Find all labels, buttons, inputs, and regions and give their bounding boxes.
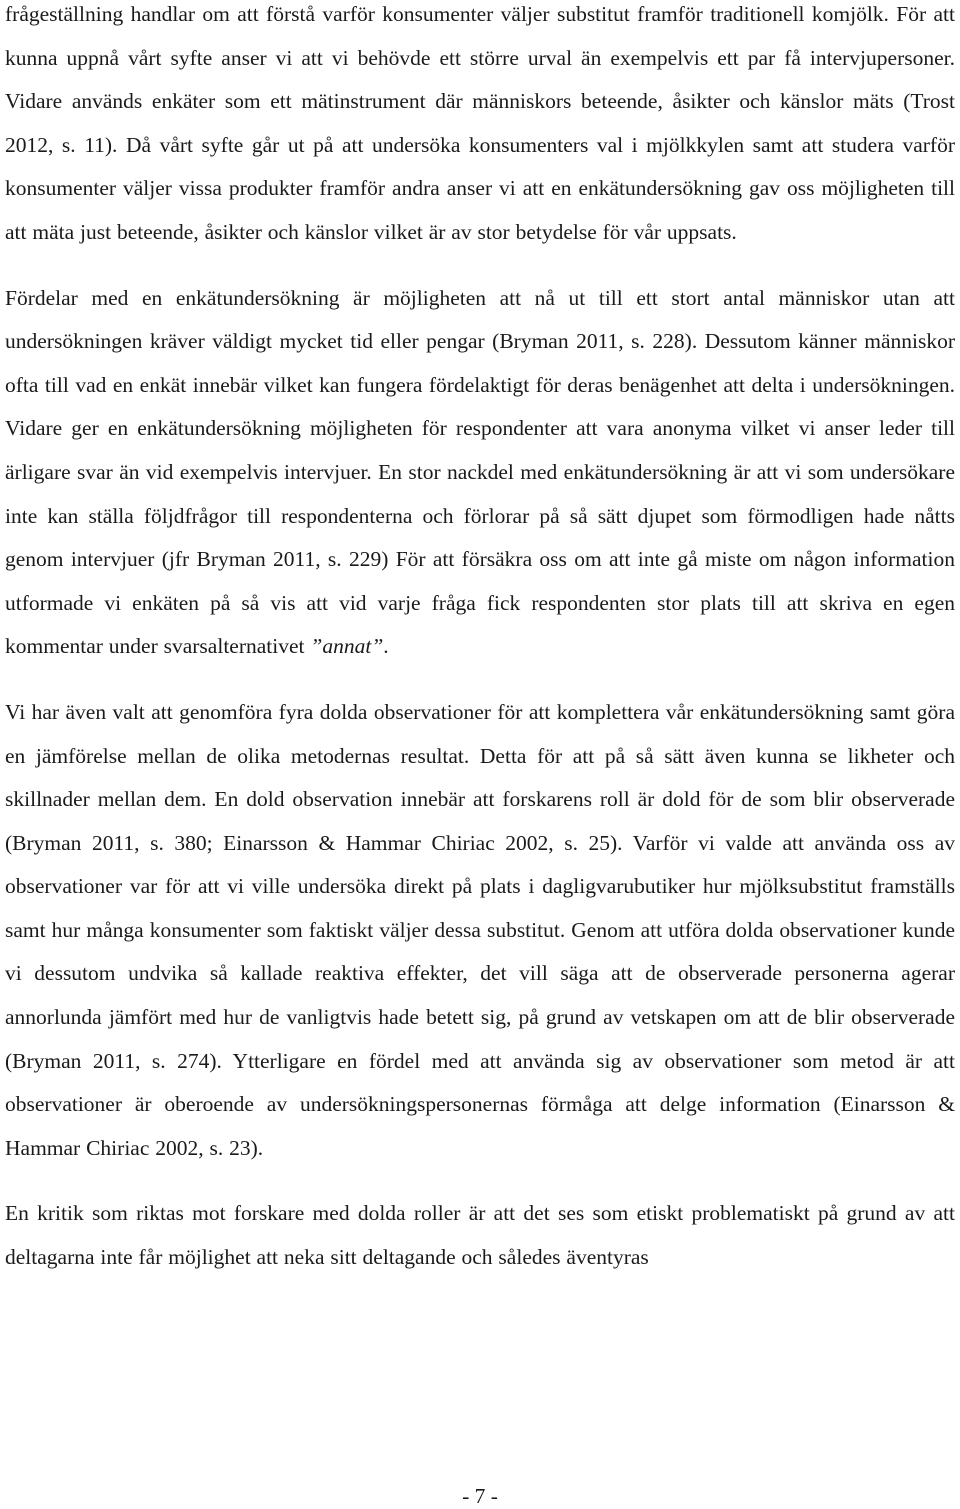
paragraph-hidden-observations: Vi har även valt att genomföra fyra dolda observationer för att komplettera vår enkätundersökning samt göra en jämförelse mellan de olika metodernas resultat. Detta för att på så sätt även kunna se likheter och skillnader mellan dem. En dold observation innebär att forskarens roll är dold för de som blir observerade (Bryman 2011, s. 380; Einarsson & Hammar Chiriac 2002, s. 25). Varför vi valde att använda oss av observationer var för att vi ville undersöka direkt på plats i dagligvarubutiker hur mjölksubstitut framställs samt hur många konsumenter som faktiskt väljer dessa substitut. Genom att utföra dolda observationer kunde vi dessutom undvika så kallade reaktiva effekter, det vill säga att de observerade personerna agerar annorlunda jämfört med hur de vanligtvis hade betett sig, på grund av vetskapen om att de blir observerade (Bryman 2011, s. 274). Ytterligare en fördel med att använda sig av observationer som metod är att observationer är oberoende av undersökningspersonernas förmåga att delge information (Einarsson & Hammar Chiriac 2002, s. 23). (5, 699, 955, 1160)
page-number: - 7 - (462, 1484, 498, 1508)
paragraph-survey-text-end: . (383, 634, 389, 659)
paragraph-method-survey: frågeställning handlar om att förstå varför konsumenter väljer substitut framför traditionell komjölk. För att kunna uppnå vårt syfte anser vi att vi behövde ett större urval än exempelvis ett par få intervjupersoner. Vidare används enkäter som ett mätinstrument där människors beteende, åsikter och känslor mäts (Trost 2012, s. 11). Då vårt syfte går ut på att undersöka konsumenters val i mjölkkylen samt att studera varför konsumenter väljer vissa produkter framför andra anser vi att en enkätundersökning gav oss möjligheten till att mäta just beteende, åsikter och känslor vilket är av stor betydelse för vår uppsats. (5, 2, 955, 244)
document-page (5, 0, 955, 1280)
paragraph-criticism: En kritik som riktas mot forskare med dolda roller är att det ses som etiskt problematiskt på grund av att deltagarna inte får möjlighet att neka sitt deltagande och således äventyras (5, 1201, 955, 1270)
annat-option-term: ”annat” (310, 634, 384, 659)
paragraph-survey-pros-cons (5, 277, 955, 669)
paragraph-survey-text: Fördelar med en enkätundersökning är möjligheten att nå ut till ett stort antal människor utan att undersökningen kräver väldigt mycket tid eller pengar (Bryman 2011, s. 228). Dessutom känner människor ofta till vad en enkät innebär vilket kan fungera fördelaktigt för deras benägenhet att delta i undersökningen. Vidare ger en enkätundersökning möjligheten för respondenter att vara anonyma vilket vi anser leder till ärligare svar än vid exempelvis intervjuer. En stor nackdel med enkätundersökning är att vi som undersökare inte kan ställa följdfrågor till respondenterna och förlorar på så sätt djupet som förmodligen hade nåtts genom intervjuer (jfr Bryman 2011, s. 229) För att försäkra oss om att inte gå miste om någon information utformade vi enkäten på så vis att vid varje fråga fick respondenten stor plats till att skriva en egen kommentar under svarsalternativet (5, 285, 955, 659)
